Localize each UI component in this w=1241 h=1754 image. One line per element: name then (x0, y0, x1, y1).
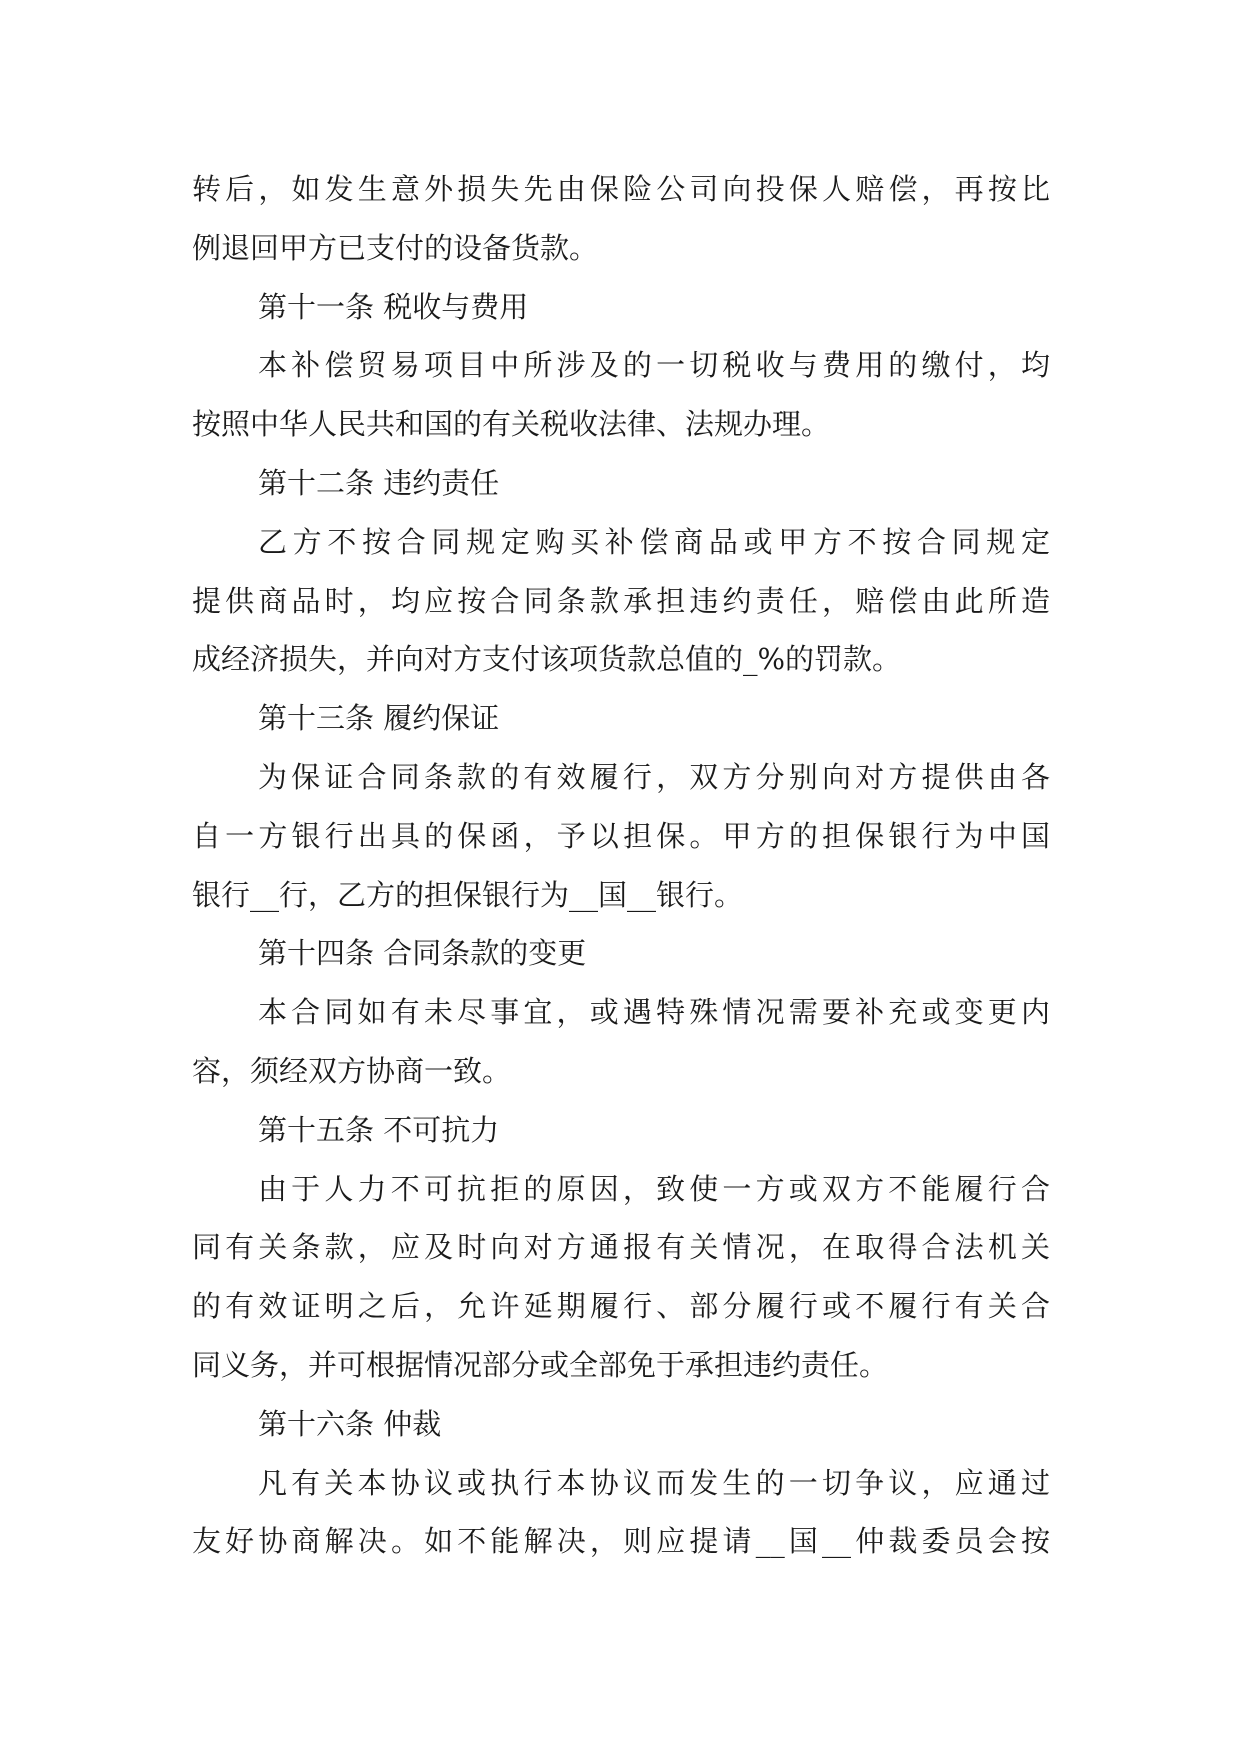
text-line: 容，须经双方协商一致。 (192, 1053, 512, 1088)
paragraph-continuation (192, 160, 1050, 278)
paragraph-article-12 (192, 513, 1050, 689)
text-line: 为保证合同条款的有效履行，双方分别向对方提供由各 (258, 759, 1050, 794)
paragraph-article-13 (192, 748, 1050, 924)
text-line: 本合同如有未尽事宜，或遇特殊情况需要补充或变更内 (258, 995, 1050, 1030)
text-line: 转后，如发生意外损失先由保险公司向投保人赔偿，再按比 (192, 172, 1050, 206)
article-heading-13: 第十三条 履约保证 (258, 701, 500, 736)
article-heading-12: 第十二条 违约责任 (258, 465, 500, 500)
text-line: 自一方银行出具的保函，予以担保。甲方的担保银行为中国 (192, 818, 1050, 853)
text-line: 提供商品时，均应按合同条款承担违约责任，赔偿由此所造 (192, 583, 1050, 618)
text-line: 由于人力不可抗拒的原因，致使一方或双方不能履行合 (258, 1171, 1050, 1206)
text-line: 银行__行，乙方的担保银行为__国__银行。 (192, 877, 744, 912)
text-line: 同有关条款，应及时向对方通报有关情况，在取得合法机关 (192, 1230, 1050, 1265)
text-line: 按照中华人民共和国的有关税收法律、法规办理。 (192, 407, 831, 442)
text-line: 同义务，并可根据情况部分或全部免于承担违约责任。 (192, 1347, 889, 1382)
text-line: 的有效证明之后，允许延期履行、部分履行或不履行有关合 (192, 1289, 1050, 1324)
article-heading-15: 第十五条 不可抗力 (258, 1112, 500, 1147)
text-line: 成经济损失，并向对方支付该项货款总值的_%的罚款。 (192, 642, 902, 677)
paragraph-article-11 (192, 336, 1050, 454)
paragraph-article-16 (192, 1454, 1050, 1572)
text-line: 乙方不按合同规定购买补偿商品或甲方不按合同规定 (258, 524, 1050, 559)
paragraph-article-14 (192, 983, 1050, 1101)
article-heading-11: 第十一条 税收与费用 (258, 289, 529, 324)
document-body (192, 160, 1050, 1571)
text-line: 本补偿贸易项目中所涉及的一切税收与费用的缴付，均 (258, 348, 1050, 383)
paragraph-article-15 (192, 1160, 1050, 1395)
text-line: 例退回甲方已支付的设备货款。 (192, 230, 599, 265)
article-heading-14: 第十四条 合同条款的变更 (258, 936, 587, 971)
article-heading-16: 第十六条 仲裁 (258, 1406, 442, 1441)
text-line: 友好协商解决。如不能解决，则应提请__国__仲裁委员会按 (192, 1524, 1050, 1559)
text-line: 凡有关本协议或执行本协议而发生的一切争议，应通过 (258, 1465, 1050, 1500)
